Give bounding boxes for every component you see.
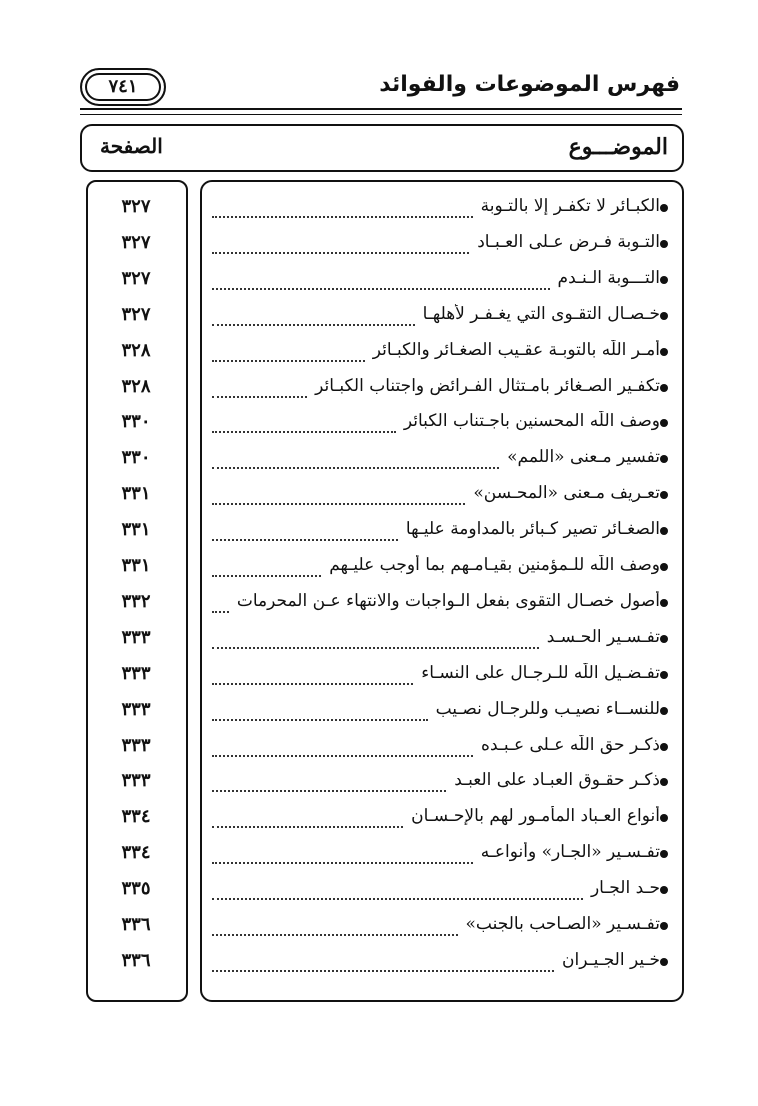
entry-title: أمـر اللّٰه بالتوبـة عقـيب الصغـائر والكبـائر: [372, 339, 660, 360]
entry-title: للنســاء نصيـب وللرجـال نصـيب: [435, 698, 660, 719]
header-rule: [80, 108, 682, 110]
leader-dots: [212, 755, 473, 757]
entry-title: وصف اللّٰه المحسنين باجـتناب الكبائر: [403, 411, 660, 432]
entry-page-number: ٣٣٤: [121, 806, 151, 828]
leader-dots: [212, 360, 365, 362]
index-entry: [0, 659, 758, 695]
index-entry: [0, 802, 758, 838]
bullet-icon: [660, 563, 668, 571]
bullet-icon: [660, 707, 668, 715]
entry-title: تفـسـير «الجـار» وأنواعـه: [480, 842, 660, 863]
index-entry: [0, 623, 758, 659]
leader-dots: [212, 970, 554, 972]
entry-title: خـصـال التقـوى التي يغـفـر لأهلهـا: [422, 303, 660, 324]
bullet-icon: [660, 527, 668, 535]
bullet-icon: [660, 312, 668, 320]
entry-page-number: ٣٣١: [121, 555, 151, 576]
bullet-icon: [660, 240, 668, 248]
bullet-icon: [660, 419, 668, 427]
entry-page-number: ٣٢٧: [121, 231, 151, 253]
leader-dots: [212, 719, 428, 721]
bullet-icon: [660, 491, 668, 499]
entry-page-number: ٣٢٨: [121, 339, 151, 361]
entry-page-number: ٣٣٤: [121, 842, 151, 864]
bullet-icon: [660, 850, 668, 858]
entry-title: ذكـر حقـوق العبـاد على العبـد: [454, 770, 660, 791]
entry-page-number: ٣٣٣: [121, 770, 151, 792]
leader-dots: [212, 934, 458, 936]
bullet-icon: [660, 886, 668, 894]
index-entry: [0, 192, 758, 228]
entry-page-number: ٣٣٣: [121, 734, 151, 756]
bullet-icon: [660, 455, 668, 463]
bullet-icon: [660, 743, 668, 751]
bullet-icon: [660, 599, 668, 607]
entry-title: التـوبة فـرض عـلى العـبـاد: [477, 231, 660, 252]
leader-dots: [212, 216, 473, 218]
leader-dots: [212, 431, 396, 433]
index-entry: [0, 695, 758, 731]
entry-page-number: ٣٣١: [121, 519, 151, 541]
index-entry: [0, 587, 758, 623]
entry-page-number: ٣٣٣: [121, 698, 151, 720]
entry-page-number: ٣٣٣: [121, 662, 151, 684]
entry-title: تعـريف مـعنى «المحـسن»: [473, 483, 660, 504]
entry-title: الكبـائر لا تكفـر إلا بالتـوبة: [480, 196, 660, 216]
bullet-icon: [660, 958, 668, 966]
entry-page-number: ٣٣٢: [121, 590, 151, 612]
entry-title: تكفـير الصـغائر بامـتثال الفـرائض واجتناب الكبـائر: [315, 375, 660, 396]
entry-page-number: ٣٢٨: [121, 375, 151, 397]
index-entry: [0, 479, 758, 515]
index-entry: [0, 228, 758, 264]
index-entry: [0, 874, 758, 910]
bullet-icon: [660, 348, 668, 356]
index-entry: [0, 407, 758, 443]
bullet-icon: [660, 671, 668, 679]
index-entry: [0, 910, 758, 946]
entry-title: أصول خصـال التقوى بفعل الـواجبات والانتهاء عـن المحرمات: [236, 590, 660, 611]
index-entry: [0, 300, 758, 336]
bullet-icon: [660, 778, 668, 786]
leader-dots: [212, 467, 499, 469]
leader-dots: [212, 862, 473, 864]
entry-title: تفـسـير الحـسـد: [546, 626, 660, 647]
entry-page-number: ٣٢٧: [121, 196, 151, 217]
entry-title: تفـسـير «الصـاحب بالجنب»: [465, 914, 660, 934]
entry-title: ذكـر حق اللّٰه عـلى عـبـده: [481, 734, 660, 755]
leader-dots: [212, 683, 413, 685]
bullet-icon: [660, 276, 668, 284]
entry-page-number: ٣٣٠: [121, 411, 151, 433]
leader-dots: [212, 898, 583, 900]
entry-title: خـير الجـيـران: [562, 949, 660, 970]
bullet-icon: [660, 204, 668, 212]
bullet-icon: [660, 635, 668, 643]
column-header: [80, 124, 684, 172]
topic-column-label: الموضـــوع: [568, 134, 668, 160]
entry-page-number: ٣٣٦: [121, 949, 151, 971]
book-title: فهرس الموضوعات والفوائد: [379, 72, 680, 97]
bullet-icon: [660, 814, 668, 822]
entry-title: أنواع العـباد المأمـور لهم بالإحـسـان: [411, 806, 660, 827]
index-entry: [0, 515, 758, 551]
entry-page-number: ٣٣١: [121, 483, 151, 505]
index-entry: [0, 766, 758, 802]
leader-dots: [212, 539, 398, 541]
entry-title: حـد الجـار: [590, 878, 660, 899]
entry-title: الصغـائر تصير كـبائر بالمداومة عليـها: [405, 519, 660, 540]
leader-dots: [212, 790, 446, 792]
entry-page-number: ٣٢٧: [121, 267, 151, 289]
entry-page-number: ٣٣٠: [121, 447, 151, 469]
page-header: [80, 68, 680, 108]
index-entry: [0, 946, 758, 982]
index-entry: [0, 731, 758, 767]
leader-dots: [212, 575, 321, 577]
leader-dots: [212, 647, 539, 649]
index-entry: [0, 336, 758, 372]
entry-title: تفسير مـعنى «اللمم»: [507, 447, 660, 468]
entry-page-number: ٣٣٦: [121, 914, 151, 935]
header-rule-thin: [80, 114, 682, 115]
entry-page-number: ٣٣٥: [121, 878, 151, 900]
index-entry: [0, 264, 758, 300]
index-entry: [0, 551, 758, 587]
page-number: ٧٤١: [102, 77, 144, 97]
leader-dots: [212, 324, 415, 326]
index-entry: [0, 838, 758, 874]
entry-title: وصف اللّٰه للـمؤمنين بقيـامـهم بما أوجب عليـهم: [329, 555, 660, 575]
entry-page-number: ٣٢٧: [121, 303, 151, 325]
index-entry: [0, 443, 758, 479]
leader-dots: [212, 288, 550, 290]
page-number-badge: [80, 68, 166, 106]
leader-dots: [212, 503, 465, 505]
leader-dots: [212, 826, 403, 828]
leader-dots: [212, 396, 307, 398]
leader-dots: [212, 611, 229, 613]
leader-dots: [212, 252, 469, 254]
page-column-label: الصفحة: [100, 134, 163, 158]
entry-title: تفـضـيل اللّٰه للـرجـال على النسـاء: [421, 662, 660, 683]
entry-page-number: ٣٣٣: [121, 626, 151, 648]
entry-title: التـــوبة الـنـدم: [557, 267, 660, 288]
index-entry: [0, 372, 758, 408]
bullet-icon: [660, 384, 668, 392]
bullet-icon: [660, 922, 668, 930]
